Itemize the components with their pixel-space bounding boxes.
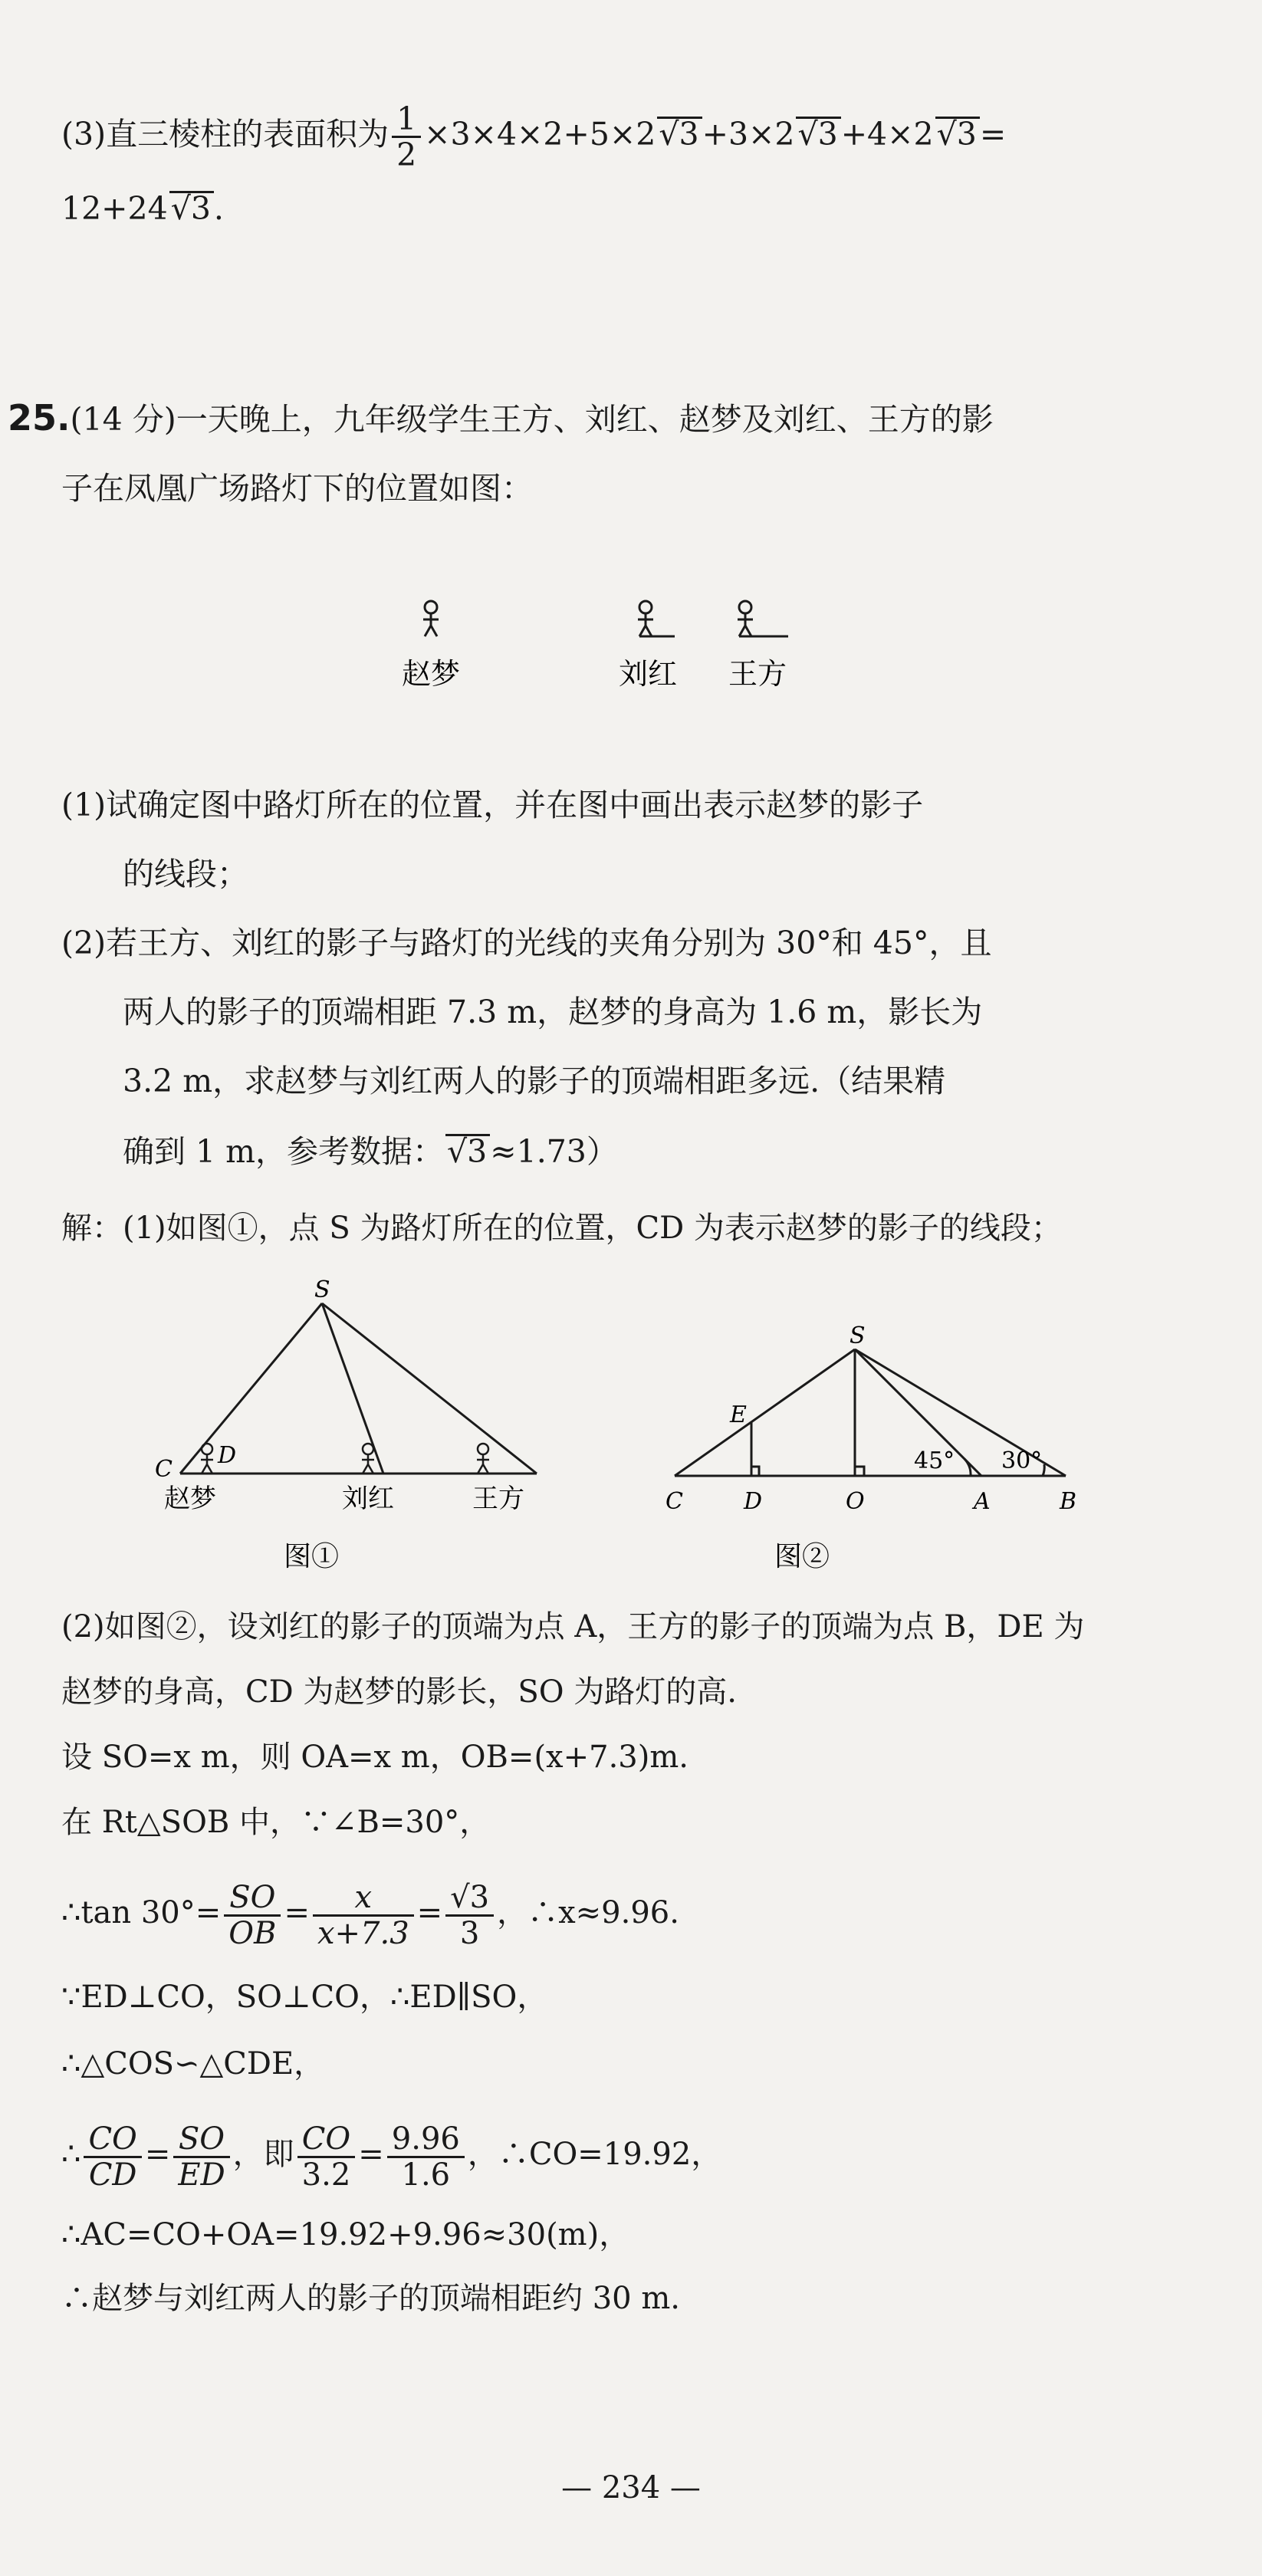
sub2-line-1: (2)若王方、刘红的影子与路灯的光线的夹角分别为 30°和 45°，且 xyxy=(61,925,992,961)
fig1-label-wangfang: 王方 xyxy=(472,1484,524,1514)
denominator: 3.2 xyxy=(301,2157,351,2193)
text-span: = xyxy=(358,2137,384,2172)
text-span: ≈1.73） xyxy=(490,1133,618,1170)
fig2-angle-45: 45° xyxy=(914,1447,955,1474)
text-span: ，即 xyxy=(232,2137,294,2172)
numerator: SO xyxy=(173,2122,229,2158)
numerator: SO xyxy=(224,1881,281,1917)
sub1-line-1: (1)试确定图中路灯所在的位置，并在图中画出表示赵梦的影子 xyxy=(61,787,924,823)
fraction xyxy=(313,1881,414,1950)
text-span: = xyxy=(284,1895,310,1930)
question-stem-line-2: 子在凤凰广场路灯下的位置如图： xyxy=(61,470,533,507)
page-number: — 234 — xyxy=(561,2470,701,2505)
text-span: ，∴CO=19.92， xyxy=(467,2137,722,2172)
solution-line-4: 设 SO=x m，则 OA=x m，OB=(x+7.3)m. xyxy=(61,1740,689,1775)
solution-line-1: 解：(1)如图①，点 S 为路灯所在的位置，CD 为表示赵梦的影子的线段； xyxy=(61,1211,1062,1246)
fig2-point-D: D xyxy=(744,1488,763,1515)
text-span: ，∴x≈9.96. xyxy=(497,1895,679,1930)
person-icon-wangfang xyxy=(738,601,788,636)
text-span: 12+24 xyxy=(61,190,168,227)
fig1-label-liuhong: 刘红 xyxy=(342,1484,394,1514)
fig2-angle-30: 30° xyxy=(1001,1447,1043,1474)
fig2-point-C: C xyxy=(666,1488,683,1515)
prev-answer-line-2 xyxy=(61,186,224,232)
denominator: 1.6 xyxy=(401,2157,451,2193)
label-wangfang: 王方 xyxy=(728,657,787,691)
denominator: x+7.3 xyxy=(317,1915,409,1951)
fig1-caption: 图① xyxy=(284,1541,340,1572)
solution-line-5: 在 Rt△SOB 中，∵∠B=30°， xyxy=(61,1805,491,1840)
solution-line-2: (2)如图②，设刘红的影子的顶端为点 A，王方的影子的顶端为点 B，DE 为 xyxy=(61,1609,1085,1644)
solution-line-11: ∴赵梦与刘红两人的影子的顶端相距约 30 m. xyxy=(61,2281,680,2316)
solution-line-7: ∵ED⊥CO，SO⊥CO，∴ED∥SO， xyxy=(61,1980,548,2015)
prev-answer-line-1 xyxy=(61,100,1006,172)
denominator: OB xyxy=(228,1915,277,1951)
fig1-point-D: D xyxy=(218,1442,237,1469)
sqrt: √3 xyxy=(169,191,214,224)
sqrt: √3 xyxy=(935,117,980,150)
numerator: 1 xyxy=(392,102,421,138)
question-figure xyxy=(368,598,828,705)
fraction xyxy=(173,2122,229,2192)
sub2-line-3: 3.2 m，求赵梦与刘红两人的影子的顶端相距多远.（结果精 xyxy=(123,1063,946,1099)
figure-1-people xyxy=(201,1444,489,1474)
denominator: 3 xyxy=(459,1915,480,1951)
fraction xyxy=(445,1881,494,1950)
solution-line-10: ∴AC=CO+OA=19.92+9.96≈30(m)， xyxy=(61,2217,630,2252)
sqrt: √3 xyxy=(796,117,840,150)
label-zhaomeng: 赵梦 xyxy=(401,657,461,691)
denominator: 2 xyxy=(396,136,417,173)
fig2-point-O: O xyxy=(846,1488,865,1515)
text-span: ×3×4×2+5×2 xyxy=(424,116,656,153)
figure-2 xyxy=(659,1319,1089,1579)
question-number: 25. xyxy=(8,397,71,439)
text-span: . xyxy=(213,190,224,227)
denominator: ED xyxy=(178,2157,225,2193)
sqrt: √3 xyxy=(657,117,702,150)
text-span: = xyxy=(979,116,1007,153)
fraction xyxy=(224,1881,281,1950)
figure-1 xyxy=(138,1273,567,1579)
numerator: √3 xyxy=(445,1881,494,1917)
text-span: (14 分)一天晚上，九年级学生王方、刘红、赵梦及刘红、王方的影 xyxy=(70,401,994,438)
fig1-point-C: C xyxy=(155,1456,173,1483)
solution-line-6 xyxy=(61,1875,679,1951)
numerator: CO xyxy=(84,2122,141,2158)
person-icon-zhaomeng xyxy=(423,601,439,636)
fig1-label-zhaomeng: 赵梦 xyxy=(164,1484,216,1514)
fig2-point-E: E xyxy=(730,1401,747,1428)
text-span: +3×2 xyxy=(702,116,795,153)
label-liuhong: 刘红 xyxy=(618,657,678,691)
solution-line-3: 赵梦的身高，CD 为赵梦的影长，SO 为路灯的高. xyxy=(61,1674,738,1710)
fraction xyxy=(387,2122,465,2192)
fig1-point-S: S xyxy=(314,1276,330,1303)
fraction-half xyxy=(392,102,421,172)
text-span: (3)直三棱柱的表面积为 xyxy=(61,116,389,153)
text-span: ∴ xyxy=(61,2137,81,2172)
question-stem-line-1 xyxy=(8,395,994,442)
sqrt: √3 xyxy=(445,1134,490,1167)
numerator: x xyxy=(313,1881,414,1917)
text-span: +4×2 xyxy=(840,116,934,153)
fig2-caption: 图② xyxy=(774,1541,830,1572)
text-span: 确到 1 m，参考数据： xyxy=(123,1133,445,1170)
person-icon-liuhong xyxy=(638,601,675,636)
numerator: 9.96 xyxy=(387,2122,465,2158)
text-span: = xyxy=(416,1895,443,1930)
solution-line-9 xyxy=(61,2116,721,2193)
denominator: CD xyxy=(88,2157,137,2193)
fig2-point-A: A xyxy=(974,1488,991,1515)
solution-line-8: ∴△COS∽△CDE， xyxy=(61,2046,325,2082)
fraction xyxy=(297,2122,356,2192)
sub2-line-4 xyxy=(123,1129,618,1175)
numerator: CO xyxy=(297,2122,356,2158)
sub1-line-2: 的线段； xyxy=(123,856,248,892)
sub2-line-2: 两人的影子的顶端相距 7.3 m，赵梦的身高为 1.6 m，影长为 xyxy=(123,994,983,1030)
text-span: ∴tan 30°= xyxy=(61,1895,222,1930)
text-span: = xyxy=(144,2137,171,2172)
fig2-point-B: B xyxy=(1060,1488,1077,1515)
fig2-point-S: S xyxy=(850,1322,866,1349)
fraction xyxy=(84,2122,141,2192)
